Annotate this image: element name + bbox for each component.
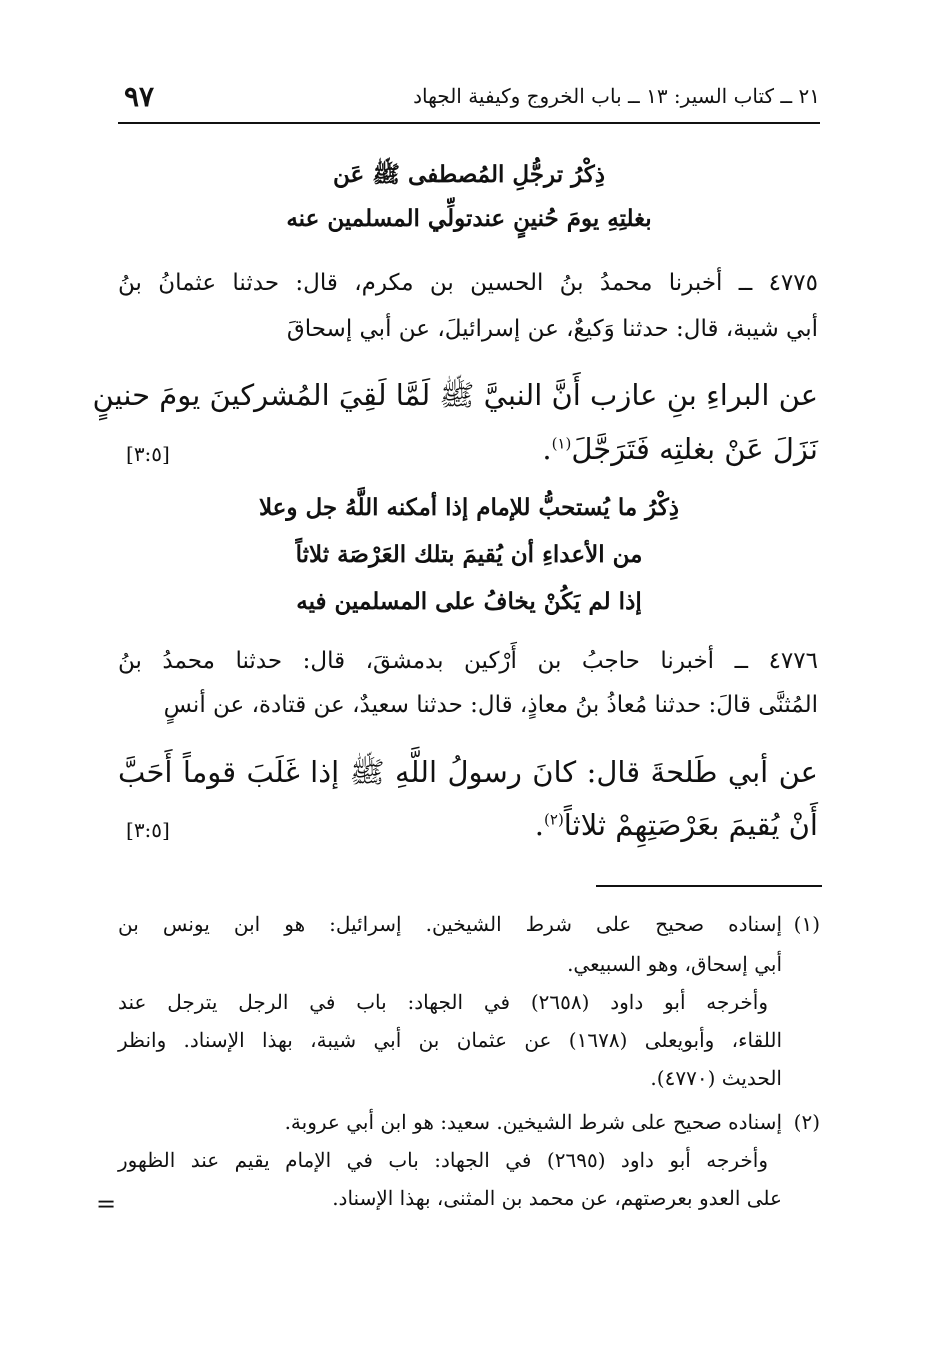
footnote-1-line-3: وأخرجه أبو داود (٢٦٥٨) في الجهاد: باب في الرجل يترجل عند [118,990,768,1014]
chapter-heading-1-line-1: ذِكْرُ ترجُّلِ المُصطفى ﷺ عَن [333,161,605,188]
continuation-mark: = [96,1190,117,1218]
footnote-2-number: (٢) [793,1110,820,1134]
hadith-4776-text: أَنْ يُقيمَ بعَرْصَتِهِمْ ثلاثاً [563,808,818,842]
chapter-heading-2-line-2: من الأعداءِ أن يُقيمَ بتلك العَرْصَة ثلاثاً [295,541,643,568]
hadith-4776-line-1: عن أبي طَلحةَ قال: كانَ رسولُ اللَّهِ ﷺ إذا غَلَبَ قوماً أَحَبَّ [118,755,818,789]
footnote-2-line-2: وأخرجه أبو داود (٢٦٩٥) في الجهاد: باب في الإمام يقيم عند الظهور [118,1148,768,1172]
hadith-4775-line-1: عن البراءِ بنِ عازب أَنَّ النبيَّ ﷺ لَمَّا لَقِيَ المُشركينَ يومَ حنينٍ [92,378,818,412]
footnote-1-number: (١) [793,912,820,936]
chapter-heading-2-line-1: ذِكْرُ ما يُستحبُّ للإمام إذا أمكنه اللَّهُ جل وعلا [258,494,680,521]
reference-tag-4776: [٣:٥] [126,818,170,842]
footnote-1-line-1: إسناده صحيح على شرط الشيخين. إسرائيل: هو ابن يونس بن [118,912,782,936]
footnote-1-line-2: أبي إسحاق، وهو السبيعي. [567,952,782,976]
page-header [118,78,820,124]
footnote-1-line-4: اللقاء، وأبويعلى (١٦٧٨) عن عثمان بن أبي شيبة، بهذا الإسناد. وانظر [118,1028,783,1052]
chapter-heading-2-line-3: إذا لم يَكُنْ يخافُ على المسلمين فيه [296,588,642,615]
hadith-4776-end: . [534,808,545,842]
hadith-4775-text: نَزَلَ عَنْ بغلتِه فَتَرَجَّلَ [571,432,818,466]
hadith-4775-line-2 [542,432,818,466]
footnote-marker-1[interactable]: (١) [551,434,572,453]
footnote-2-line-3: على العدو بعرصتهم، عن محمد بن المثنى، بهذا الإسناد. [332,1186,782,1210]
isnad-4776-line-2: المُثنَّى قالَ: حدثنا مُعاذُ بنُ معاذٍ، قال: حدثنا سعيدٌ، عن قتادة، عن أنسٍ [163,692,818,718]
reference-tag-4775: [٣:٥] [126,442,170,466]
hadith-4775-end: . [542,432,552,466]
running-title: ٢١ ــ كتاب السير: ١٣ ــ باب الخروج وكيفية الجهاد [413,84,820,108]
chapter-heading-1-line-2: بغلتِهِ يومَ حُنينٍ عندتولِّي المسلمين عنه [286,205,652,232]
isnad-4776-line-1: ٤٧٧٦ ــ أخبرنا حاجبُ بن أَرْكين بدمشقَ، قال: حدثنا محمدُ بنُ [118,648,818,674]
footnote-separator [596,885,822,887]
footnote-2-line-1: إسناده صحيح على شرط الشيخين. سعيد: هو ابن أبي عروبة. [284,1110,782,1134]
page-number: ٩٧ [124,80,155,113]
isnad-4775-line-2: أبي شيبة، قال: حدثنا وَكيعٌ، عن إسرائيلَ، عن أبي إسحاقَ [286,316,818,342]
footnote-1-line-5: الحديث (٤٧٧٠). [650,1066,782,1090]
hadith-4776-line-2 [535,808,818,842]
isnad-4775-line-1: ٤٧٧٥ ــ أخبرنا محمدُ بنُ الحسين بن مكرم، قال: حدثنا عثمانُ بنُ [118,270,818,296]
footnote-marker-2[interactable]: (٢) [544,810,564,829]
